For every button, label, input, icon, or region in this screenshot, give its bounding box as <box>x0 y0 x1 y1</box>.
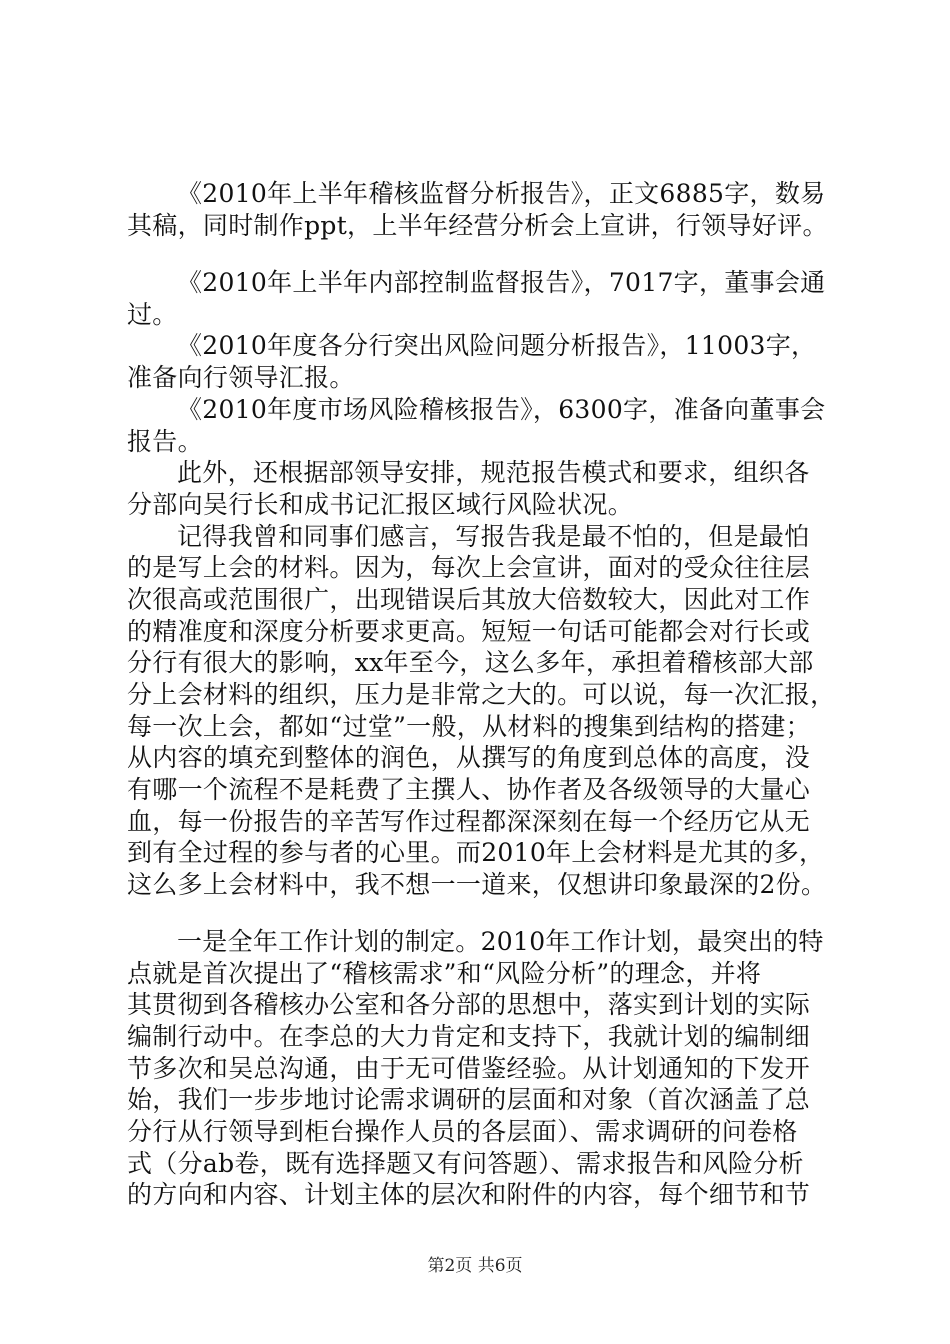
paragraph-line: 到有全过程的参与者的心里。而2010年上会材料是尤其的多， <box>127 838 825 867</box>
paragraph-line: 其稿，同时制作ppt，上半年经营分析会上宣讲，行领导好评。 <box>127 211 828 240</box>
paragraph-line: 的精准度和深度分析要求更高。短短一句话可能都会对行长或 <box>127 617 811 646</box>
paragraph-line: 这么多上会材料中，我不想一一道来，仅想讲印象最深的2份。 <box>127 870 827 899</box>
paragraph-line: 式（分ab卷，既有选择题又有问答题）、需求报告和风险分析 <box>127 1149 804 1178</box>
paragraph-line: 分行有很大的影响，xx年至今，这么多年，承担着稽核部大部 <box>127 648 814 677</box>
page-footer: 第2页 共6页 <box>427 1256 523 1276</box>
paragraph-line: 记得我曾和同事们感言，写报告我是最不怕的，但是最怕 <box>177 522 810 551</box>
paragraph-line: 一是全年工作计划的制定。2010年工作计划，最突出的特 <box>177 927 824 956</box>
paragraph-line: 准备向行领导汇报。 <box>127 363 355 392</box>
paragraph-line: 报告。 <box>127 427 203 456</box>
paragraph-line: 每一次上会，都如“过堂”一般，从材料的搜集到结构的搭建； <box>127 712 811 741</box>
paragraph-line: 编制行动中。在李总的大力肯定和支持下，我就计划的编制细 <box>127 1022 811 1051</box>
paragraph-line: 《2010年度各分行突出风险问题分析报告》，11003字， <box>177 331 817 360</box>
paragraph-line: 的方向和内容、计划主体的层次和附件的内容，每个细节和节 <box>127 1180 811 1209</box>
paragraph-line: 过。 <box>127 300 178 329</box>
paragraph-line: 的是写上会的材料。因为，每次上会宣讲，面对的受众往往层 <box>127 553 811 582</box>
paragraph-line: 点就是首次提出了“稽核需求”和“风险分析”的理念，并将 <box>127 959 762 988</box>
paragraph-line: 分上会材料的组织，压力是非常之大的。可以说，每一次汇报， <box>127 680 836 709</box>
paragraph-line: 《2010年上半年内部控制监督报告》，7017字，董事会通 <box>177 268 826 297</box>
paragraph-line: 血，每一份报告的辛苦写作过程都深深刻在每一个经历它从无 <box>127 807 811 836</box>
paragraph-line: 始，我们一步步地讨论需求调研的层面和对象（首次涵盖了总 <box>127 1085 811 1114</box>
paragraph-line: 其贯彻到各稽核办公室和各分部的思想中，落实到计划的实际 <box>127 990 811 1019</box>
paragraph-line: 分行从行领导到柜台操作人员的各层面）、需求调研的问卷格 <box>127 1117 798 1146</box>
paragraph-line: 从内容的填充到整体的润色，从撰写的角度到总体的高度，没 <box>127 743 811 772</box>
paragraph-line: 此外，还根据部领导安排，规范报告模式和要求，组织各 <box>177 458 810 487</box>
paragraph-line: 《2010年度市场风险稽核报告》，6300字，准备向董事会 <box>177 395 826 424</box>
paragraph-line: 节多次和吴总沟通，由于无可借鉴经验。从计划通知的下发开 <box>127 1054 811 1083</box>
paragraph-line: 有哪一个流程不是耗费了主撰人、协作者及各级领导的大量心 <box>127 775 811 804</box>
paragraph-line: 《2010年上半年稽核监督分析报告》，正文6885字，数易 <box>177 179 826 208</box>
paragraph-line: 分部向吴行长和成书记汇报区域行风险状况。 <box>127 490 634 519</box>
paragraph-line: 次很高或范围很广，出现错误后其放大倍数较大，因此对工作 <box>127 585 811 614</box>
